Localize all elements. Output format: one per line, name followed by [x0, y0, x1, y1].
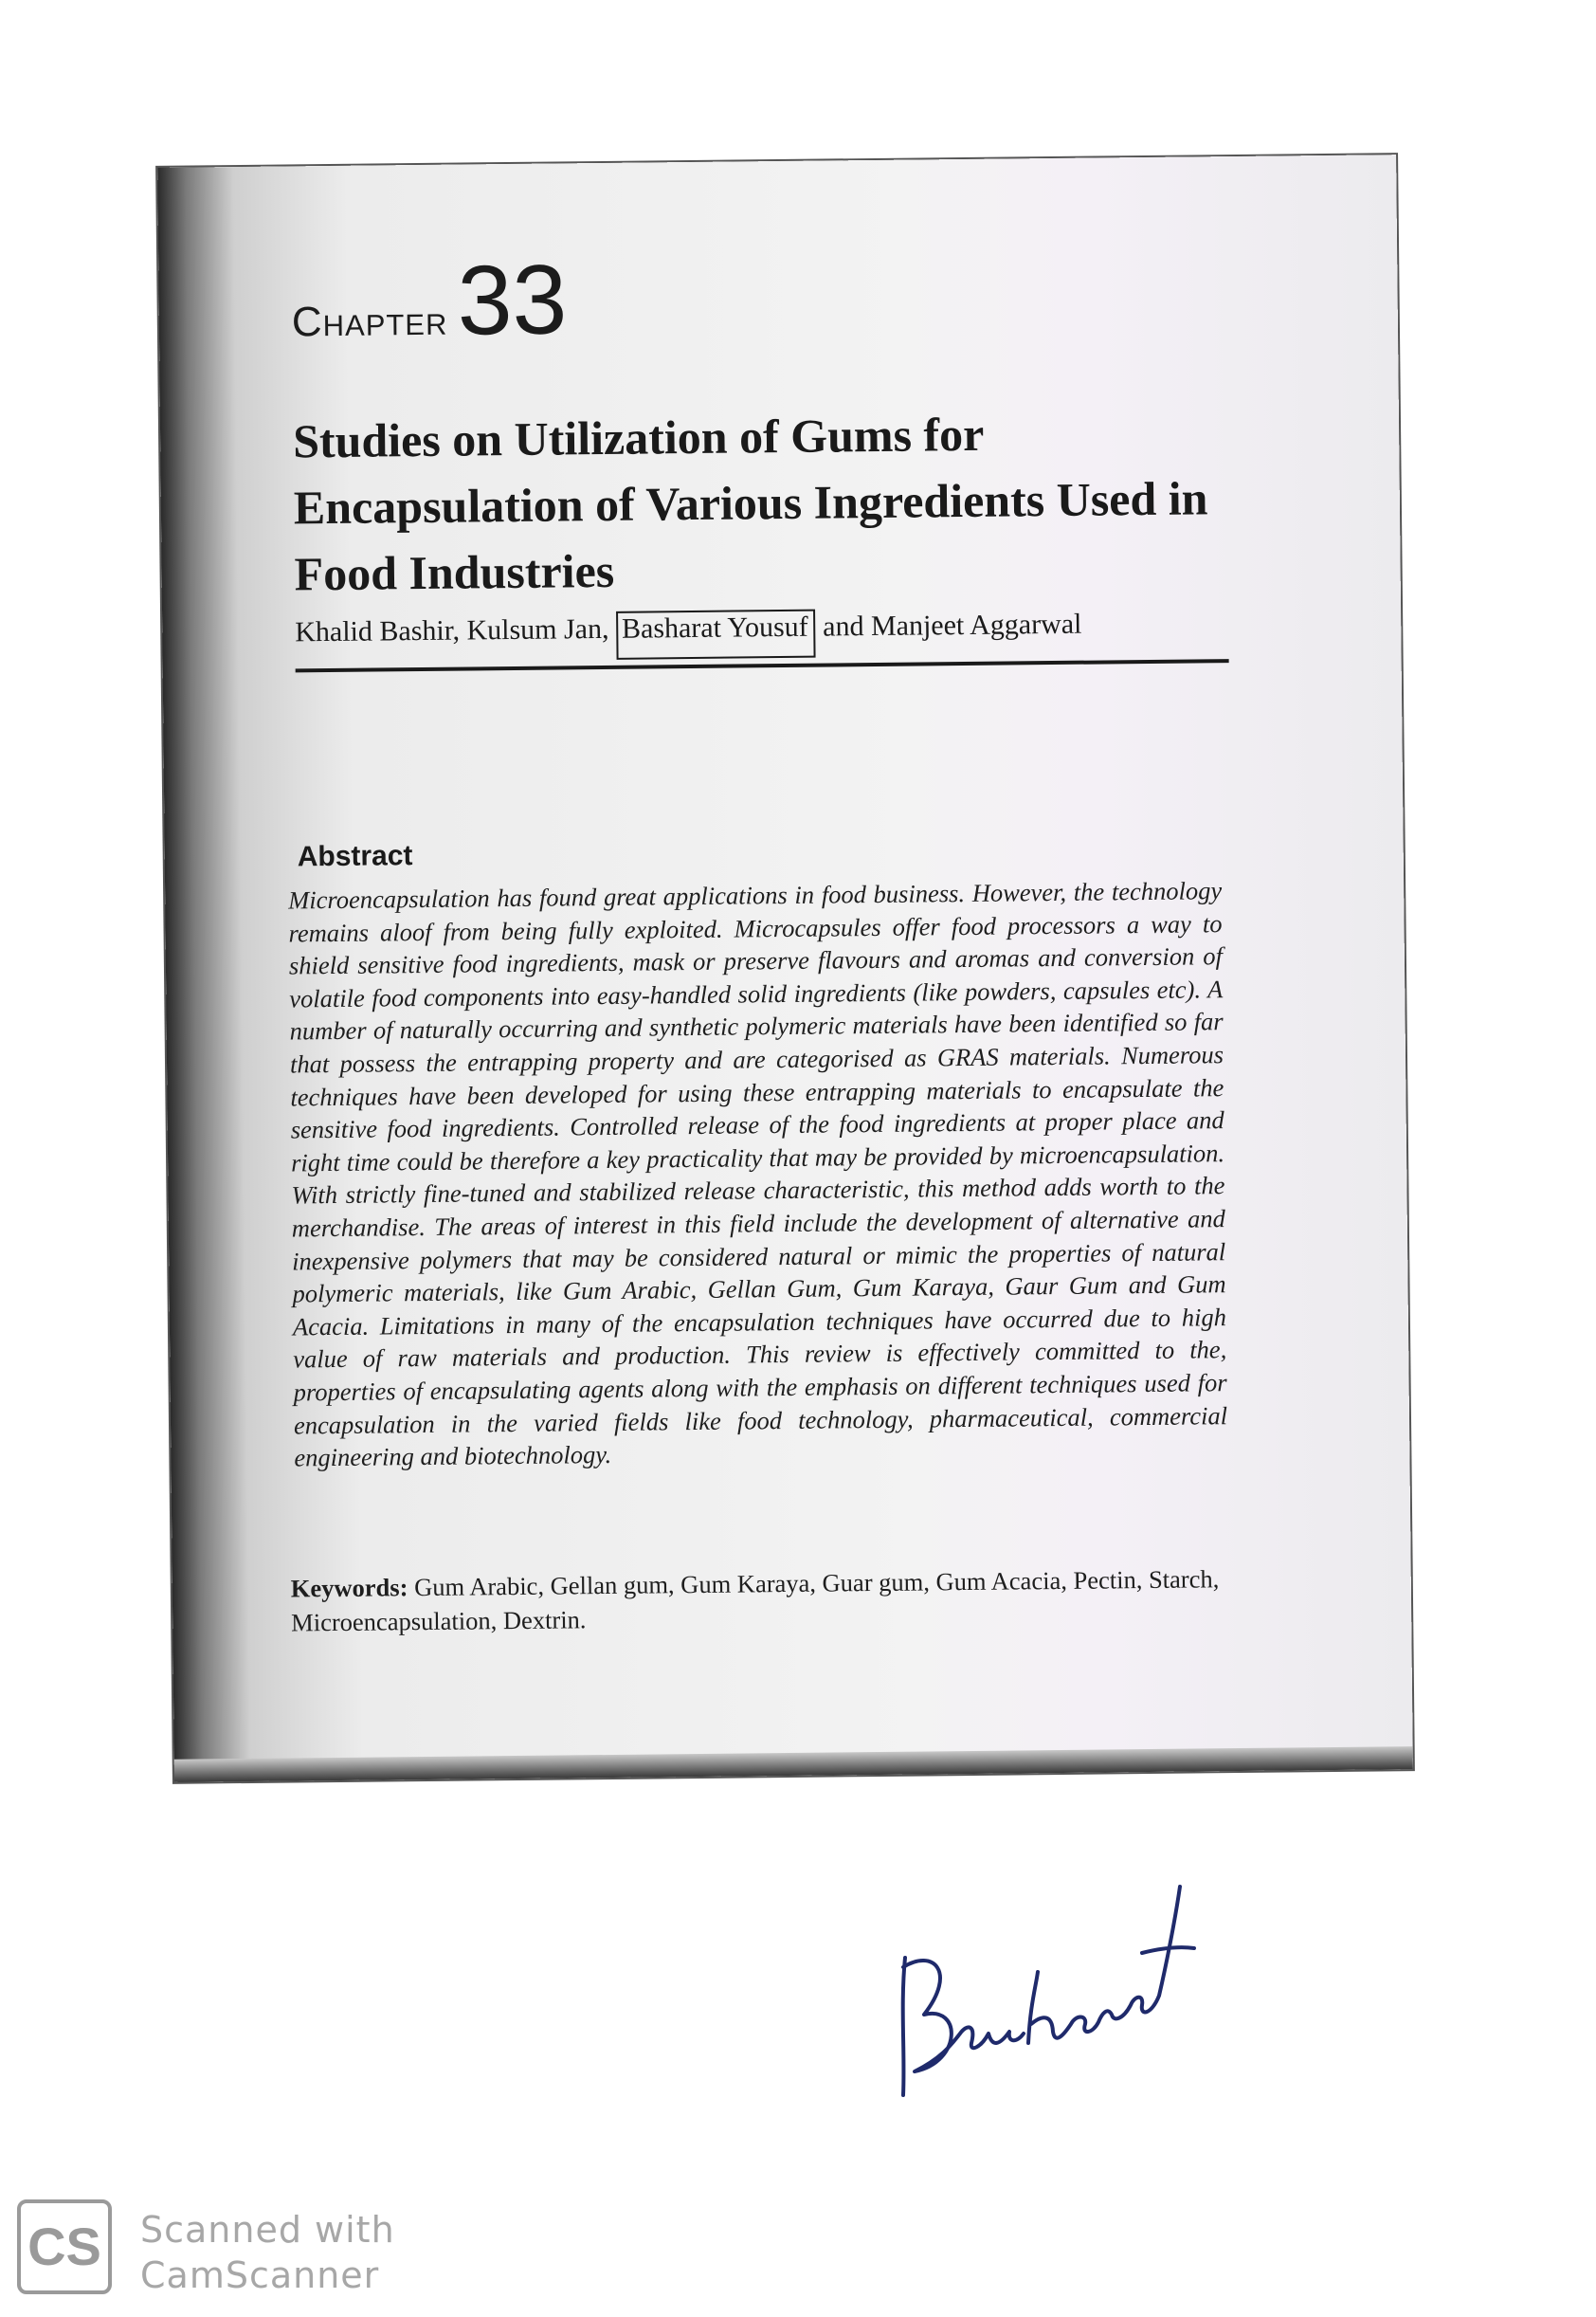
authors-after: and Manjeet Aggarwal	[815, 608, 1082, 643]
keywords-label: Keywords:	[290, 1573, 408, 1603]
chapter-heading	[291, 245, 568, 356]
watermark-line-1: Scanned with	[140, 2209, 395, 2251]
chapter-label: Chapter	[291, 297, 448, 346]
watermark-text	[140, 2207, 395, 2298]
scanned-page	[157, 155, 1413, 1782]
author-line	[295, 609, 1082, 649]
chapter-number: 33	[456, 245, 568, 356]
handwritten-signature	[886, 1882, 1199, 2109]
watermark-line-2: CamScanner	[140, 2254, 380, 2296]
camscanner-watermark	[17, 2199, 415, 2304]
keywords-text: Gum Arabic, Gellan gum, Gum Karaya, Guar gum, Gum Acacia, Pectin, Starch, Microencapsulation, Dextrin.	[291, 1564, 1220, 1637]
abstract-heading: Abstract	[297, 840, 413, 873]
abstract-text: Microencapsulation has found great applications in food business. However, the technology remains aloof from being fully exploited. Microcapsules offer food processors a way to shield sensitive food ingredients, mask or preserve flavours and aromas and conversion of volatile food components into easy-handled solid ingredients (like powders, capsules etc). A number of naturally occurring and synthetic polymeric materials have been identified so far that possess the entrapping property and are categorised as GRAS materials. Numerous techniques have been developed for using these entrapping materials to encapsulate the sensitive food ingredients. Controlled release of the food ingredients at proper place and right time could be therefore a key practicality that may be provided by microencapsulation. With strictly fine-tuned and stabilized release characteristic, this method adds worth to the merchandise. The areas of interest in this field include the development of alternative and inexpensive polymers that may be considered natural or mimic the properties of natural polymeric materials, like Gum Arabic, Gellan Gum, Gum Karaya, Gaur Gum and Gum Acacia. Limitations in many of the encapsulation techniques have occurred due to high value of raw materials and production. This review is effectively committed to the, properties of encapsulating agents along with the emphasis on different techniques used for encapsulation in the varied fields like food technology, pharmaceutical, commercial engineering and biotechnology.	[288, 876, 1228, 1472]
authors-before: Khalid Bashir, Kulsum Jan,	[295, 612, 617, 648]
highlighted-author: Basharat Yousuf	[616, 610, 816, 660]
camscanner-logo-icon: CS	[17, 2199, 112, 2294]
keywords	[291, 1561, 1230, 1639]
title-rule	[296, 659, 1229, 672]
chapter-title: Studies on Utilization of Gums for Encapsulation of Various Ingredients Used in Food Industries	[292, 407, 1208, 601]
